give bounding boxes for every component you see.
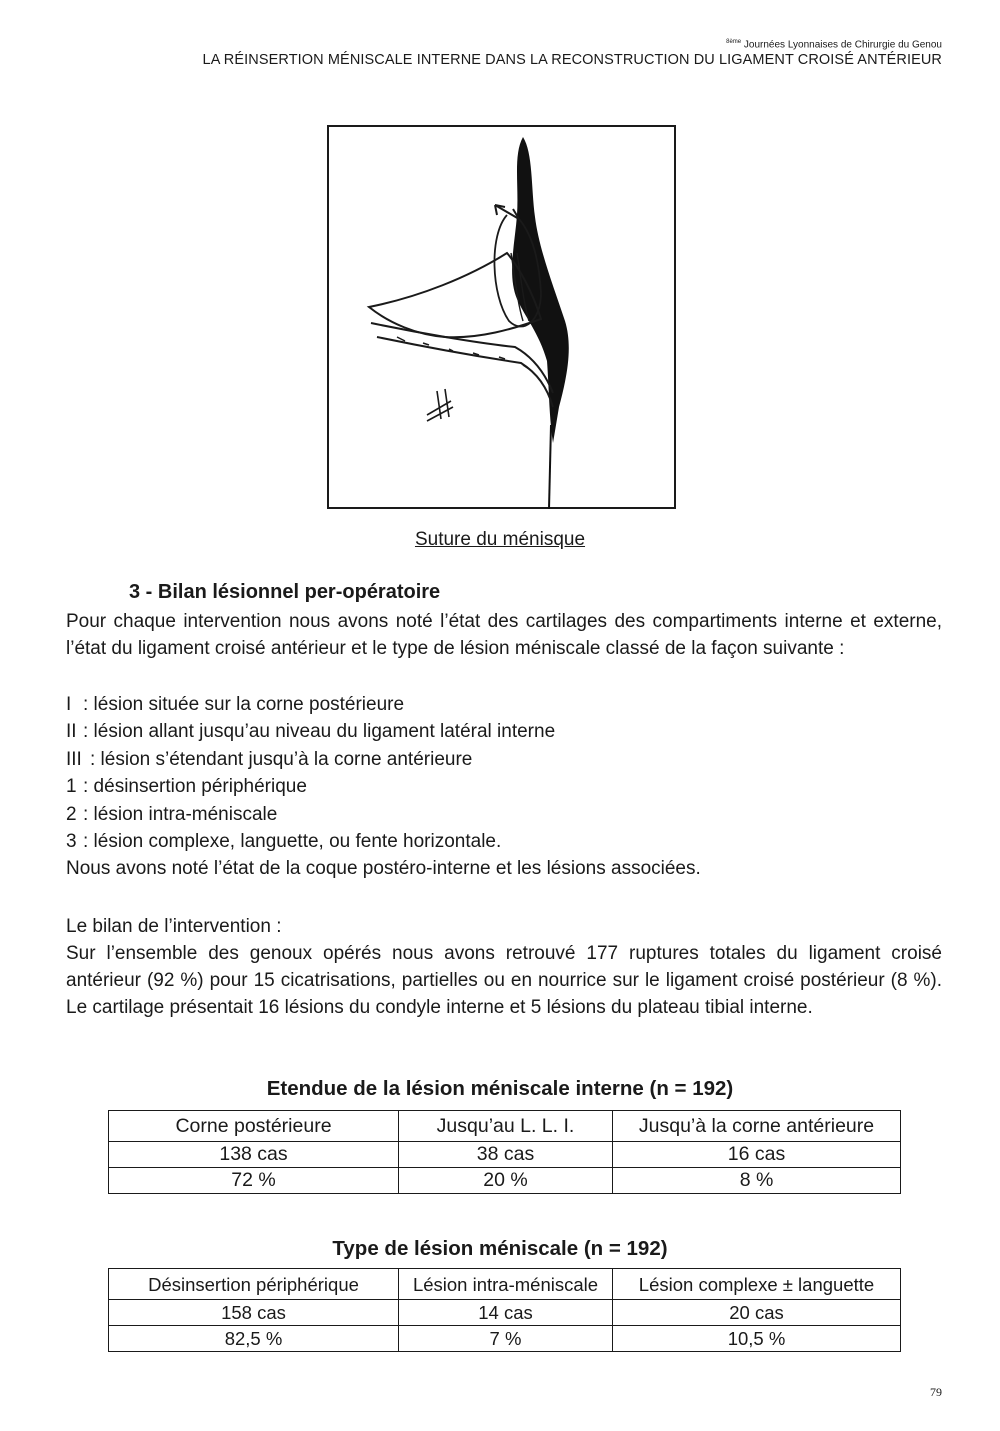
- table1-title: Etendue de la lésion méniscale interne (n = 192): [266, 1077, 734, 1100]
- edition-superscript: 8ème: [726, 39, 742, 45]
- after-list-text: Nous avons noté l’état de la coque postéro-interne et les lésions associées.: [66, 858, 701, 880]
- list-item-number: 3: [66, 831, 77, 853]
- table-cell: 10,5 %: [613, 1326, 901, 1352]
- table-cell: 82,5 %: [109, 1326, 399, 1352]
- page-number: 79: [930, 1385, 942, 1399]
- table-header-row: [109, 1269, 901, 1300]
- meniscal-type-table: [108, 1268, 901, 1352]
- list-item: [66, 718, 701, 745]
- table-cell: 16 cas: [613, 1142, 901, 1168]
- bilan-text: Sur l’ensemble des genoux opérés nous avons retrouvé 177 ruptures totales du ligament croisé antérieur (92 %) pour 15 cicatrisations, partielles ou en nourrice sur le ligament croisé postérieur (8 %). Le cartilage présentait 16 lésions du condyle interne et 5 lésions du plateau tibial interne.: [66, 943, 942, 1018]
- table-header-cell: Corne postérieure: [109, 1111, 399, 1142]
- list-item-text: : lésion allant jusqu’au niveau du ligament latéral interne: [83, 721, 556, 743]
- list-item-number: II: [66, 721, 77, 743]
- list-item: [66, 691, 701, 718]
- table-cell: 7 %: [399, 1326, 613, 1352]
- table-header-cell: Jusqu’à la corne antérieure: [613, 1111, 901, 1142]
- figure-caption: Suture du ménisque: [414, 529, 586, 550]
- list-item-number: 2: [66, 803, 77, 825]
- lesion-classification-list: [66, 691, 701, 883]
- table-row: [109, 1142, 901, 1168]
- table-cell: 138 cas: [109, 1142, 399, 1168]
- list-item: [66, 801, 701, 828]
- table-row: [109, 1168, 901, 1194]
- list-item-text: : lésion située sur la corne postérieure: [83, 694, 405, 715]
- list-item-text: : désinsertion périphérique: [83, 776, 307, 798]
- table-header-cell: Désinsertion périphérique: [109, 1269, 399, 1300]
- section-intro: Pour chaque intervention nous avons noté l’état des cartilages des compartiments interne et externe, l’état du ligament croisé antérieur et le type de lésion méniscale classé de la façon suivante :: [66, 611, 942, 659]
- table-header-cell: Jusqu’au L. L. I.: [399, 1111, 613, 1142]
- bilan-intro: Le bilan de l’intervention :: [66, 916, 282, 937]
- conference-name: Journées Lyonnaises de Chirurgie du Genou: [741, 39, 942, 51]
- table-header-cell: Lésion intra-méniscale: [399, 1269, 613, 1300]
- table-header-row: [109, 1111, 901, 1142]
- table-header-cell: Lésion complexe ± languette: [613, 1269, 901, 1300]
- running-header-conference: [726, 39, 942, 50]
- list-item-number: 1: [66, 776, 77, 798]
- table-cell: 38 cas: [399, 1142, 613, 1168]
- table-cell: 158 cas: [109, 1300, 399, 1326]
- table-cell: 14 cas: [399, 1300, 613, 1326]
- list-item: [66, 828, 701, 855]
- table-cell: 20 cas: [613, 1300, 901, 1326]
- list-item-text: : lésion complexe, languette, ou fente horizontale.: [83, 831, 502, 853]
- section-title: 3 - Bilan lésionnel per-opératoire: [129, 581, 441, 603]
- list-item: [66, 773, 701, 800]
- figure-frame: [328, 126, 675, 508]
- list-item-number: III: [66, 748, 82, 770]
- list-item-number: I: [66, 694, 72, 715]
- table-row: [109, 1300, 901, 1326]
- table2-title: Type de lésion méniscale (n = 192): [332, 1237, 668, 1260]
- bilan-block: [66, 913, 942, 1021]
- list-item-text: : lésion intra-méniscale: [83, 803, 278, 825]
- meniscus-suture-drawing: [327, 125, 676, 509]
- running-header-title: LA RÉINSERTION MÉNISCALE INTERNE DANS LA RECONSTRUCTION DU LIGAMENT CROISÉ ANTÉRIEUR: [202, 52, 942, 68]
- table-cell: 72 %: [109, 1168, 399, 1194]
- list-item: [66, 746, 701, 773]
- meniscus-suture-figure: [327, 125, 676, 509]
- table-row: [109, 1326, 901, 1352]
- table-cell: 8 %: [613, 1168, 901, 1194]
- table-cell: 20 %: [399, 1168, 613, 1194]
- meniscal-extent-table: [108, 1110, 901, 1194]
- list-item-text: : lésion s’étendant jusqu’à la corne antérieure: [90, 748, 473, 770]
